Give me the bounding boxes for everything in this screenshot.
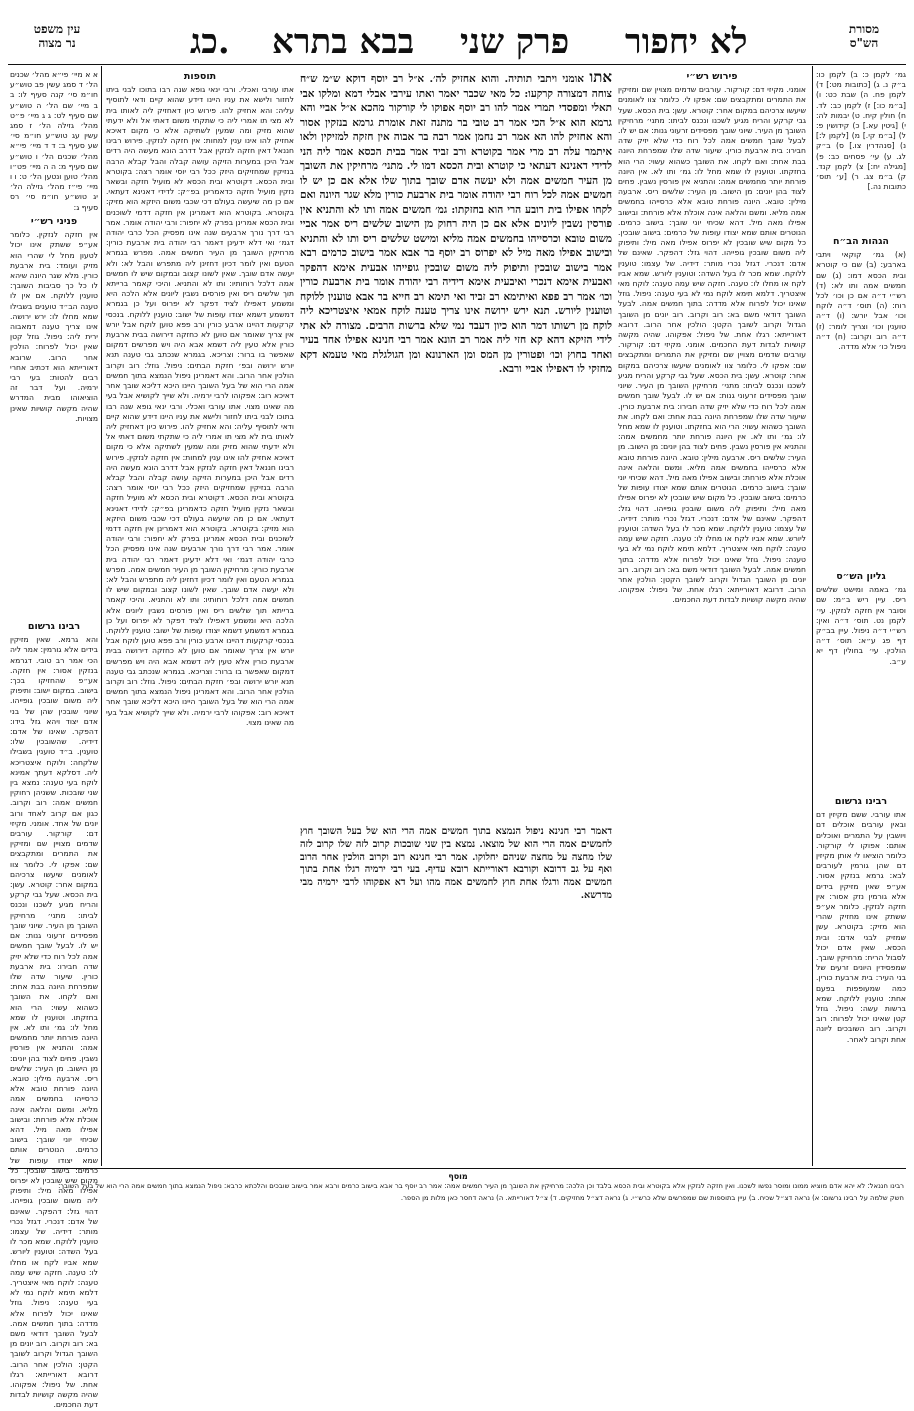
tosafot-heading: תוספות	[183, 71, 217, 82]
penini-rashi-heading: פניני רש״י	[30, 216, 78, 227]
footer-label: מוסף	[448, 1172, 468, 1181]
left-rabbeinu-text: והא גרמא. שאין מזיקין בידים אלא גורמין: אמר ליה הכי אמר רב טובי. דגרמא בנזקין אסור: אין חזקה. אע״פ שהחזיקו בכך: בישוב. במקום ישוב: ותיפוק ליה משום שובכין גופייהו. שיוני שובכין שהן של בני אדם יצוד ויהא גזל בידו: דהפקר. שאינו של אדם: דידיה. שהשובכין שלו: טוענין. ב״ד טוענין בשבילו שלקחה: ולוקח איצטריכא ליה. דסלקא דעתך אמינא לוקח בעי טענה: נמצא בין שני שובכות. ששניהן רחוקין חמשים אמה: רוב וקרוב. כגון אם קרוב לאחד ורוב יונים של אחד.	[10, 635, 98, 828]
gemara-lower-body: דאמר רבי חנינא ניפול הנמצא בתוך חמשים אמה הרי הוא של בעל השובך חוץ לחמשים אמה הרי הוא של מוצאו. נמצא בין שני שובכות קרוב לזה שלו קרוב לזה שלו מחצה על מחצה שניהם יחלוקו. אמר רבי חנינא רוב וקרוב הולכין אחר הרוב ואף על גב דרובא וקורבא דאורייתא רובא עדיף. בעי רבי ירמיה רגלו אחת בתוך חמשים אמה ורגלו אחת חוץ לחמשים אמה מהו ועל דא אפקוהו לרבי ירמיה מבי מדרשא.	[300, 826, 612, 901]
folio-number: כג.	[190, 22, 230, 62]
rashi-text: אומני. מקיזי דם: קורקור. עורבים שדמים מצויין שם ומזיקין את התמרים ומתקבצים שם: אפקו לי. כלומר צוו לאומנים שיעשו צרכיהם במקום אחר: קוטרא. עשן: בית הכסא. שעל גבי קרקע והריח מגיע לשכנו ונכנס לביתו: מתני׳ מרחיקין השובך מן העיר. שיוני שובך מפסידים זרעוני גנות: אם יש לו. לבעל שובך חמשים אמה לכל רוח כדי שלא יזיק שדה חבירו: בית ארבעת כורין. שיעור שדה שלו שמפרחת היונה בבת אחת: ואם לקחו. את השובך כשהוא עשוי: הרי הוא בחזקתו. וטוענין לו שמא מחל לו: גמ׳ ותו לא. אין היונה פורחת יותר מחמשים אמה: והתניא אין פורסין נשבין. פחים לצוד בהן יונים: מן הישוב. מן העיר: שלשים ריס. ארבעה מילין: טובא. היונה פורחת טובא אלא כרסייהו בחמשים אמה מליא. ומשם והלאה אינה אוכלת אלא פורחת: ובישוב אפילו מאה מיל. דהא שכיחי יוני שובך: בישוב כרמים. הנוטרים אותם שמא יצודו עופות של כרמים: בישוב שובכין. כל מקום שיש שובכין לא יפרוס אפילו מאה מיל: ותיפוק ליה משום שובכין גופייהו. דהוי גזל: דהפקר. שאינם של אדם: דנכרי. דגזל נכרי מותר: דידיה. של עצמו: טוענין ללוקח. שמא מכר לו בעל השדה: וטוענין ליורש. שמא אביו לקח או מחלו לו: טענה. חזקה שיש עמה טענה: לוקח מאי איצטריך. דלמא תימא לוקח נמי לא בעי טענה: ניפול. גוזל שאינו יכול לפרוח אלא מדדה: בתוך חמשים אמה. לבעל השובך דודאי משם בא: רוב וקרוב. רוב יונים מן השובך הגדול וקרוב לשובך הקטן: הולכין אחר הרוב. דרובא דאורייתא: רגלו אחת. של ניפול: אפקוהו. שהיה מקשה קושיות לבדות דעת החכמים.	[618, 85, 806, 350]
left-rabbeinu-heading: רבינו גרשום	[27, 621, 81, 632]
hagahot-heading: הגהות הב״ח	[833, 236, 889, 247]
gemara-body: אומני ויתבי תותיה. והוא אחזיק לה׳. א״ל רב יוסף דוקא ש״מ ש״ח צוחה דמצורה קרקעו: כל מאי שכבר יאמר ואתו עירבי אבלי דמא ומלקו אבי תאלי ומפסדי תמרי אמר להו רב יוסף אפוקו לי קורקור מהכא א״ל אביי והא גרמא הוא א״ל הכי אמר רב טובי בר מתנה זאת אומרת גרמא בנזקין אסור והא אחזיק להו הא אמר רב נחמן אמר רבה בר אבוה אין חזקה למזיקין ולאו איתמר עלה רב מרי אמר בקוטרא ורב זביד אמר בבית הכסא אמר ליה הני לדידי דאנינא דעתאי כי קוטרא ובית הכסא דמו לי. מתני׳ מרחיקין את השובך מן העיר חמשים אמה ולא יעשה אדם שובך בתוך שלו אלא אם כן יש לו חמשים אמה לכל רוח רבי יהודה אומר בית ארבעת כורין מלא שגר היונה ואם לקחו אפילו בית רובע הרי הוא בחזקתו: גמ׳ חמשים אמה ותו לא והתניא אין פורסין נשבין ליונים אלא אם כן היה רחוק מן הישוב שלשים ריס אמר אביי משום טובא וכרסייהו בחמשים אמה מליא ומישט שלשים ריס ותו לא והתניא ובישוב אפילו מאה מיל לא יפרוס רב יוסף בר אבא אמר בישוב כרמים רבא אמר בישוב שובכין ותיפוק ליה משום שובכין גופייהו אבעית אימא דהפקר ואבעית אימא דנכרי ואיבעית אימא דידיה רבי יהודה אומר בית ארבעת כורין וכו׳ אמר רב פפא ואיתימא רב זביד ואי תימא רב חייא בר אבא טוענין ללוקח וטוענין ליורש. תנא ירש ירושה אינו צריך טענה לוקח אמאי איצטריכא ליה לוקח מן רשותו דמר הוא כיון דעבד נמי שלא ברשות הרבים. מצורה לא אתי לידי הזיקא דהא קא חזי ליה אמר רב הונא אמר רבי חנינא אפילו אחד בעיר ואחד בחוץ וכו׳ ופטורין מן המס ומן הארנונא ומן הגולגלת מאי טעמא דקא מחזקי לו דאפילו אביי ורבא.	[300, 73, 612, 375]
gemara-opening-word: אתו	[589, 68, 612, 86]
column-divider-left	[101, 66, 102, 1166]
right-rabbeinu-heading: רבינו גרשום	[834, 796, 888, 807]
header-rule	[8, 64, 906, 65]
right-rabbeinu-text: אתו עורבי. ששם מקיזין דם ובאין עורבים אוכלים דם ויושבין על התמרים ואוכלים אותם: אפוקו לי קורקור. כלומר הוציאו לי אותן מקיזין דם שהן גורמין לעורבים לבא: גרמא בנזקין אסור. אע״פ שאין מזיקין בידים אלא גורמין נזק אסור: אין חזקה לנזקין. כלומר אע״פ ששתק אינו מחזיק שהרי הוא מזיק: בקוטרא. עשן שמזיק לבני אדם: ובית הכסא. שאין אדם יכול לסבול הריח: מרחיקין שובך. שמפסידין היונים זרעים של בני העיר: בית ארבעת כורין. כמה שמעופפות בפעם אחת: טוענין ללוקח. שמא ברשות עשה: ניפול. גוזל קטן שאינו יכול לפרוח: רוב וקרוב. רוב השובכים ליונה אחת וקרוב לאחר.	[816, 810, 906, 1044]
footer-rule	[8, 1168, 906, 1169]
ein-mishpat-label: עין משפט נר מצוה	[33, 22, 81, 50]
footer-line-2: חשק שלמה על רבינו גרשום: א) נראה דצ״ל שכיח. ב) עיין בתוספות שם שמפרשים שלא כרש״י. ג) נראה דצ״ל מחזיקים. ד) צ״ל דאורייתא. ה) נראה דחסר כאן מלות מן הספר.	[400, 1194, 904, 1202]
tosafot-text: אתו עורבי ואכלי. ורבי ינאי גופא שנה רבו בתוכו לבני ביתו לחזור ולישא את עניו היינו דידע שהוא קיים ודאי לתוסיף עליה: והא אחזיק להו. פירוש כיון דאחזיק ליה לאותו בית לא מצי תו אמרי ליה כי שתקתי משום דאתי אל ולא ידעתי שהוא מזיק ומה שמעין לשתיקה אלא כי מקום דאיכא אחזיק להו אינו ענין למחות: אין חזקה לנזקין. פירוש רבינו חננאל דאין חזקה לנזקין אבל דדרב הונא מעשה היה רדים אבל היכן במערות הזיקה עושה קבלה והבל קבלא הרבה בנזיקין שמחזיקים היזק ככל רבי יוסי אומר רצה: בקוטרא ובית הכסא. דקוטרא ובית הכסא לא מועיל חזקה ובשאר נזקין מועיל חזקה כדאמרינן בפ״ק: לדידי דאנינא דעתאי. אם כן מה שיעשה בעולם דכי שכבי משום היזקא הוא מזיק: בקוטרא. בקוטרא הוא דאמרינן אין חזקה דדמי לשוכנים ובית הכסא אמרינן בפרק לא יחפור: ורבי יהודה אומר. אמר רבי דרך נורך ארבעים שנה אינו מפסיק הכל כרבי יהודה דגמ׳ ואי דלא ידעינן דאמר רבי יהודה בית ארבעת כורין: מרחיקין השובך מן העיר חמשים אמה. מפרש בגמרא הטעם ואין לומר דכיון דחזינן ליה מתפרש והבל לא: ולא יעשה אדם שובך. שאין לשונו קצוב ובמקום שיש לו חמשים אמה דלכל רוחותיו: ותו לא והתניא. והיכי קאמר ברייתא תוך שלשים ריס ואין פורסים נשבין ליונים אלא הלכה היא ומשמע דאפילו לציד דפקר לא יפרוס ועל כן בגמרא דמשמע דשמא יצודו עופות של ישוב: טוענין ללוקח. בנכסי קרקעות דהיינו ארבע כורין ורב פפא טוען לוקח אבל יורש אין צריך שאומר אם טוען לא כחזקה דירושה בבית ארבעת כורין אלא טעין ליה דשמא אבא היה ויש מפרשים דמקום שאפשר בו ברור: וצריכא. בגמרא שנכתב גבי טענה תנא יורש ירושה ובפ׳ חזקת הבתים: ניפול. גוזל: רוב וקרוב הולכין אחר הרוב. והא דאמרינן ניפול הנמצא בתוך חמשים אמה הרי הוא של בעל השובך היינו היכא דליכא שובך אחר דאיכא רוב: אפקוהו לרבי ירמיה. ולא שייך לקושיא אבל בעי מה שאינו מצוי.	[106, 85, 294, 411]
left-rabbeinu-column	[10, 620, 98, 1410]
mesoret-hashas-label: מסורת הש"ס	[848, 22, 880, 50]
tosafot-column	[106, 70, 294, 1164]
footer-line-1: רבינו חננאל: לא יהא אדם מוציא ממונו ומוסר נפשו לשכנו. ואין חזקה לנזקין אלא בקוטרא ובית הכסא בלבד וכן הלכה: מרחיקין את השובך מן העיר חמשים אמה: אמר רב יוסף בר אבא בישוב כרמים ורבא אמר בישוב שובכים והלכתא כרבא: ניפול הנמצא בתוך חמשים אמה הרי הוא של בעל השובך:	[58, 1182, 904, 1190]
hagahot-column	[816, 235, 906, 565]
mesoret-column	[816, 70, 906, 230]
right-rabbeinu-column	[816, 795, 906, 1164]
gilyon-column	[816, 570, 906, 790]
tractate-name: בבא בתרא	[272, 22, 415, 62]
rashi-column	[618, 70, 806, 1164]
hagahot-text: (א) גמ׳ קוקאי ויתבי בארבע: (ב) שם כי קוטרא ובית הכסא דמו: (ג) שם חמשים אמה ותו לא: (ד) רש״י ד״ה אם כן וכו׳ לכל רוח: (ה) תוס׳ ד״ה לוקח וכו׳ אבל יורש: (ו) ד״ה טוענין וכו׳ וצריך לומר: (ז) ד״ה רוב וקרוב: (ח) ד״ה ניפול כו׳ אלא מדדה.	[816, 250, 906, 352]
penini-rashi-text: אין חזקה לנזקין. כלומר אע״פ ששתק אינו יכול לטעון מחל לי שהרי הוא מזיק ועומד: בית ארבעת כורין. מלא שגר היונה שיהא לו כל כך סביבות השובך: טוענין ללוקח. אם אין לו טענה הב״ד טוענים בשבילו שמא מחלו לו: ירש ירושה. אינו צריך טענה דמאבוה ירית ליה: ניפול. גוזל קטן שאין יכול לפרוח: הולכין אחר הרוב. שרובא דאורייתא הוא דכתיב אחרי רבים להטות: בעי רבי ירמיה. ועל דבר זה הוציאוהו מבית המדרש שהיה מקשה קושיות שאינן מצויות.	[10, 230, 98, 423]
gemara-text	[300, 70, 612, 820]
rashi-text-cont: אומני. מקיזי דם: קורקור. עורבים שדמים מצויין שם ומזיקין את התמרים ומתקבצים שם: אפקו לי. כלומר צוו לאומנים שיעשו צרכיהם במקום אחר: קוטרא. עשן: בית הכסא. שעל גבי קרקע והריח מגיע לשכנו ונכנס לביתו: מתני׳ מרחיקין השובך מן העיר. שיוני שובך מפסידים זרעוני גנות: אם יש לו. לבעל שובך חמשים אמה לכל רוח כדי שלא יזיק שדה חבירו: בית ארבעת כורין. שיעור שדה שלו שמפרחת היונה בבת אחת: ואם לקחו. את השובך כשהוא עשוי: הרי הוא בחזקתו. וטוענין לו שמא מחל לו: גמ׳ ותו לא. אין היונה פורחת יותר מחמשים אמה: והתניא אין פורסין נשבין. פחים לצוד בהן יונים: מן הישוב. מן העיר: שלשים ריס. ארבעה מילין: טובא. היונה פורחת טובא אלא כרסייהו בחמשים אמה מליא. ומשם והלאה אינה אוכלת אלא פורחת: ובישוב אפילו מאה מיל. דהא שכיחי יוני שובך: בישוב כרמים. הנוטרים אותם שמא יצודו עופות של כרמים: בישוב שובכין. כל מקום שיש שובכין לא יפרוס אפילו מאה מיל: ותיפוק ליה משום שובכין גופייהו. דהוי גזל: דהפקר. שאינם של אדם: דנכרי. דגזל נכרי מותר: דידיה. של עצמו: טוענין ללוקח. שמא מכר לו בעל השדה: וטוענין ליורש. שמא אביו לקח או מחלו לו: טענה. חזקה שיש עמה טענה: לוקח מאי איצטריך. דלמא תימא לוקח נמי לא בעי טענה: ניפול. גוזל שאינו יכול לפרוח אלא מדדה: בתוך חמשים אמה. לבעל השובך דודאי משם בא: רוב וקרוב. רוב יונים מן השובך הגדול וקרוב לשובך הקטן: הולכין אחר הרוב. דרובא דאורייתא: רגלו אחת. של ניפול: אפקוהו. שהיה מקשה קושיות לבדות דעת החכמים.	[618, 340, 806, 605]
gemara-lower-text	[300, 826, 612, 1162]
chapter-name: לא יחפור	[625, 22, 748, 62]
penini-rashi-column	[10, 215, 98, 610]
rashi-heading: פירוש רש״י	[686, 71, 738, 82]
left-rabbeinu-text-2: אומני. מקיזי דם: קורקור. עורבים שדמים מצויין שם ומזיקין את התמרים ומתקבצים שם: אפקו לי. כלומר צוו לאומנים שיעשו צרכיהם במקום אחר: קוטרא. עשן: בית הכסא. שעל גבי קרקע והריח מגיע לשכנו ונכנס לביתו: מתני׳ מרחיקין השובך מן העיר. שיוני שובך מפסידים זרעוני גנות: אם יש לו. לבעל שובך חמשים אמה לכל רוח כדי שלא יזיק שדה חבירו: בית ארבעת כורין. שיעור שדה שלו שמפרחת היונה בבת אחת: ואם לקחו. את השובך כשהוא עשוי: הרי הוא בחזקתו. וטוענין לו שמא מחל לו: גמ׳ ותו לא. אין היונה פורחת יותר מחמשים אמה: והתניא אין פורסין נשבין. פחים לצוד בהן יונים: מן הישוב. מן העיר: שלשים ריס. ארבעה מילין: טובא. היונה פורחת טובא אלא כרסייהו בחמשים אמה מליא. ומשם והלאה אינה אוכלת אלא פורחת: ובישוב אפילו מאה מיל. דהא שכיחי יוני שובך: בישוב כרמים. הנוטרים אותם שמא יצודו עופות של כרמים: בישוב שובכין. כל מקום שיש שובכין לא יפרוס אפילו מאה מיל: ותיפוק ליה משום שובכין גופייהו. דהוי גזל: דהפקר. שאינם של אדם: דנכרי. דגזל נכרי מותר: דידיה. של עצמו: טוענין ללוקח. שמא מכר לו בעל השדה: וטוענין ליורש. שמא אביו לקח או מחלו לו: טענה. חזקה שיש עמה טענה: לוקח מאי איצטריך. דלמא תימא לוקח נמי לא בעי טענה: ניפול. גוזל שאינו יכול לפרוח אלא מדדה: בתוך חמשים אמה. לבעל השובך דודאי משם בא: רוב וקרוב. רוב יונים מן השובך הגדול וקרוב לשובך הקטן: הולכין אחר הרוב. דרובא דאורייתא: רגלו אחת. של ניפול: אפקוהו. שהיה מקשה קושיות לבדות דעת החכמים.	[10, 818, 98, 1410]
ein-mishpat-text: א א מיי׳ פי״א מהל׳ שכנים הל׳ ד סמג עשין פב טוש״ע חו״מ סי׳ קנה סעיף לו: ב ב מיי׳ שם הל׳ ה טוש״ע שם סעיף לט: ג ג מיי׳ פ״ט מהל׳ גזילה הל׳ ז סמג עשין עג טוש״ע חו״מ סי׳ שע סעיף ב: ד ד מיי׳ פי״א מהל׳ שכנים הל׳ ו טוש״ע שם סעיף מ: ה ה מיי׳ פט״ו מהל׳ טוען ונטען הל׳ ט: ו ו מיי׳ פי״ז מהל׳ גזילה הל׳ יג טוש״ע חו״מ סי׳ רס סעיף ג:	[10, 70, 98, 212]
ein-mishpat-column	[10, 70, 98, 210]
column-divider-right	[812, 66, 813, 1166]
tosafot-text-cont: אתו עורבי ואכלי. ורבי ינאי גופא שנה רבו בתוכו לבני ביתו לחזור ולישא את עניו היינו דידע שהוא קיים ודאי לתוסיף עליה: והא אחזיק להו. פירוש כיון דאחזיק ליה לאותו בית לא מצי תו אמרי ליה כי שתקתי משום דאתי אל ולא ידעתי שהוא מזיק ומה שמעין לשתיקה אלא כי מקום דאיכא אחזיק להו אינו ענין למחות: אין חזקה לנזקין. פירוש רבינו חננאל דאין חזקה לנזקין אבל דדרב הונא מעשה היה רדים אבל היכן במערות הזיקה עושה קבלה והבל קבלא הרבה בנזיקין שמחזיקים היזק ככל רבי יוסי אומר רצה: בקוטרא ובית הכסא. דקוטרא ובית הכסא לא מועיל חזקה ובשאר נזקין מועיל חזקה כדאמרינן בפ״ק: לדידי דאנינא דעתאי. אם כן מה שיעשה בעולם דכי שכבי משום היזקא הוא מזיק: בקוטרא. בקוטרא הוא דאמרינן אין חזקה דדמי לשוכנים ובית הכסא אמרינן בפרק לא יחפור: ורבי יהודה אומר. אמר רבי דרך נורך ארבעים שנה אינו מפסיק הכל כרבי יהודה דגמ׳ ואי דלא ידעינן דאמר רבי יהודה בית ארבעת כורין: מרחיקין השובך מן העיר חמשים אמה. מפרש בגמרא הטעם ואין לומר דכיון דחזינן ליה מתפרש והבל לא: ולא יעשה אדם שובך. שאין לשונו קצוב ובמקום שיש לו חמשים אמה דלכל רוחותיו: ותו לא והתניא. והיכי קאמר ברייתא תוך שלשים ריס ואין פורסים נשבין ליונים אלא הלכה היא ומשמע דאפילו לציד דפקר לא יפרוס ועל כן בגמרא דמשמע דשמא יצודו עופות של ישוב: טוענין ללוקח. בנכסי קרקעות דהיינו ארבע כורין ורב פפא טוען לוקח אבל יורש אין צריך שאומר אם טוען לא כחזקה דירושה בבית ארבעת כורין אלא טעין ליה דשמא אבא היה ויש מפרשים דמקום שאפשר בו ברור: וצריכא. בגמרא שנכתב גבי טענה תנא יורש ירושה ובפ׳ חזקת הבתים: ניפול. גוזל: רוב וקרוב הולכין אחר הרוב. והא דאמרינן ניפול הנמצא בתוך חמשים אמה הרי הוא של בעל השובך היינו היכא דליכא שובך אחר דאיכא רוב: אפקוהו לרבי ירמיה. ולא שייך לקושיא אבל בעי מה שאינו מצוי.	[106, 401, 294, 727]
mesoret-text: גמ׳ לקמן כ: ב) לקמן כו: ב״ק נ. ג) [כתובות מט:] ד) לקמן פח. ה) שבת כט: ו) [ב״מ כו:] ז) לקמן כב: לד. ח) חולין קיח. ט) יבמות לה: י) [גיטין עא.] כ) קידושין פ: ל) [ב״מ קי.] מ) [לקמן ל:] נ) [סנהדרין צו.] ס) ב״ק לג. ע) עי׳ פסחים כב: פ) [מגילה יח:] צ) לקמן קנד. ק) ב״מ צג. ר) [ע׳ תוס׳ כתובות נה.]	[816, 70, 906, 192]
gilyon-text: גמ׳ באמה ומישט שלשים ריס. עיין ריש ב״מ: שם וסובר אין חזקה לנזקין. עי׳ לקמן נט. תוס׳ ד״ה ואין: רש״י ד״ה ניפול. עיין בב״ק דף פג ע״א: תוס׳ ד״ה הולכין. עי׳ בחולין דף יא ע״ב.	[816, 585, 906, 666]
gilyon-heading: גליון הש״ס	[836, 571, 886, 582]
chapter-number: פרק שני	[460, 22, 570, 62]
